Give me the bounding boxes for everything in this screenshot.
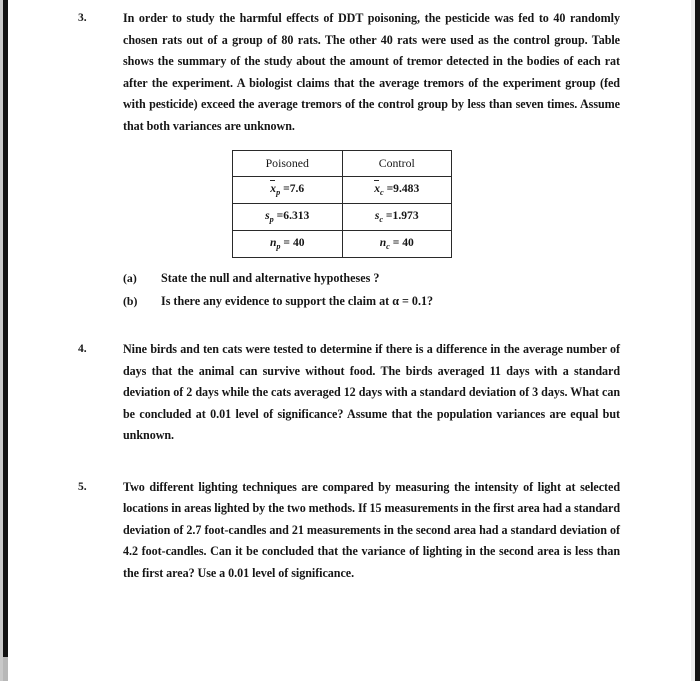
table-row-mean [233,177,452,204]
scan-edge-right-dark [695,0,700,681]
question-3-subquestion-b [123,291,620,312]
operator-eq: = [385,209,393,222]
subscript-p: p [276,242,281,251]
value-mean-poisoned: 7.6 [289,182,305,195]
operator-eq: = [283,182,290,195]
table-row-samplesize [233,231,452,258]
stats-table-wrapper [70,150,620,258]
table-row-stdev [233,204,452,231]
value-n-control: 40 [402,236,414,249]
operator-eq: = [392,236,400,249]
symbol-n-c: n [379,236,387,249]
question-3-text: In order to study the harmful effects of DDT poisoning, the pesticide was fed to 40 randomly chosen rats out of a group of 80 rats. The other 40 rats were used as the control group. Table shows the summary of the study about the amount of tremor detected in the bodies of each rat after the experiment. A biologist claims that the average tremors of the experiment group (fed with pesticide) exceed the average tremors of the control group by less than seven times. Assume that both variances are unknown. [123,11,620,133]
operator-eq: = [276,209,284,222]
stats-summary-table [232,150,452,258]
cell-stdev-poisoned [233,204,343,231]
cell-n-control [342,231,452,258]
symbol-n-p: n [269,236,277,249]
table-header-row [233,151,452,177]
symbol-s-c: s [374,209,380,222]
question-5-text: Two different lighting techniques are compared by measuring the intensity of light at selected locations in areas lighted by the two methods. If 15 measurements in the first area had a standard deviation of 2.7 foot-candles and 21 measurements in the second area had a standard deviation of 4.2 foot-candles. Can it be concluded that the variance of lighting in the second area is less than the first area? Use a 0.01 level of significance. [123,479,620,580]
subscript-p: p [269,215,274,224]
cell-stdev-control [342,204,452,231]
value-stdev-control: 1.973 [392,209,419,222]
spacer-q3-q4 [70,312,620,339]
cell-mean-control [342,177,452,204]
subquestion-a-text: State the null and alternative hypotheses ? [161,271,380,285]
question-5-number: 5. [78,480,87,493]
question-4 [70,339,620,447]
cell-n-poisoned [233,231,343,258]
value-mean-control: 9.483 [393,182,420,195]
value-stdev-poisoned: 6.313 [283,209,310,222]
table-header-poisoned: Poisoned [233,151,343,177]
question-3-number: 3. [78,12,87,24]
overbar-x-c: x [374,182,381,195]
question-3-subquestion-a [123,268,620,289]
question-4-number: 4. [78,343,87,355]
subquestion-a-label: (a) [123,271,137,285]
subquestion-b-text: Is there any evidence to support the claim at α = 0.1? [161,294,434,308]
spacer-q4-q5 [70,447,620,477]
symbol-s-p: s [265,209,270,222]
question-4-text: Nine birds and ten cats were tested to determine if there is a difference in the average number of days that the animal can survive without food. The birds averaged 11 days with a standard deviation of 2 days while the cats averaged 12 days with a standard deviation of 3 days. What can be concluded at 0.01 level of significance? Assume that the population variances are equal but unknown. [123,342,620,442]
page-content [70,8,620,584]
question-3 [70,8,620,137]
cell-mean-poisoned [233,177,343,204]
question-5 [70,477,620,585]
operator-eq: = [283,236,291,249]
subscript-c: c [379,215,384,224]
page-sheet [8,0,691,681]
subscript-p: p [276,188,281,197]
subscript-c: c [386,242,390,251]
overbar-x-p: x [270,182,277,195]
table-header-control: Control [342,151,452,177]
value-n-poisoned: 40 [292,236,305,249]
subscript-c: c [380,188,384,197]
operator-eq: = [386,182,394,195]
subquestion-b-label: (b) [123,294,138,308]
